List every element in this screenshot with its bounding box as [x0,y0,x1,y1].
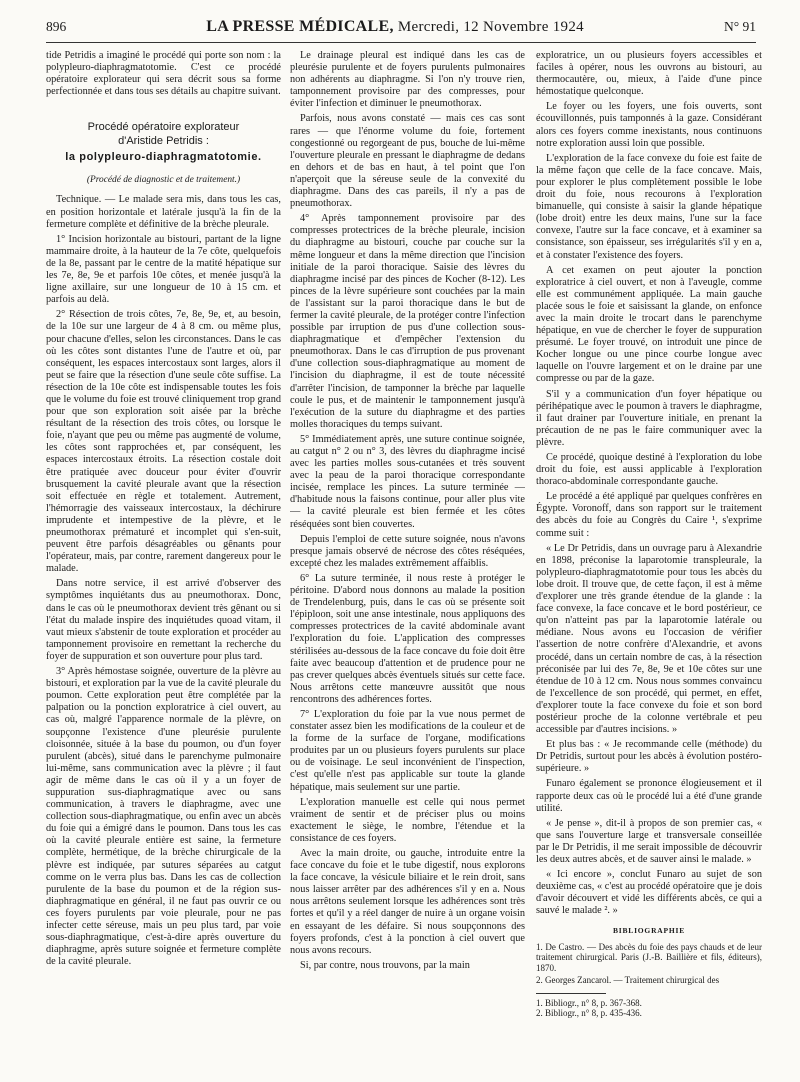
paragraph: « Le Dr Petridis, dans un ouvrage paru à Alexandrie en 1898, préconise la laparotomie transpleurale, la polypleuro-diaphragmatotomie pour tous les abcès du lobe droit. Il trouve que, de cette façon, il est à même d'explorer une très grande étendue de la glande : la face convexe, la face concave et le bord postérieur, ce qu'on n'atteint pas par la laparotomie latérale ou médiane. Nous avons eu l'occasion de vérifier l'assertion de notre confrère d'Alexandrie, et avons procédé, dans un certain nombre de cas, à la résection préconisée par lui des 7e, 8e, 9e et 10e côtes sur une étendue de 10 à 12 cm. Nous nous sommes convaincu de l'excellence de son procédé, qui permet, en effet, d'explorer toute la face convexe du foie et son bord postérieur proche de la colonne vertébrale et peu accessible par d'autres incisions. » [536,542,762,736]
paragraph: L'exploration manuelle est celle qui nous permet vraiment de sentir et de préciser plus ou moins exactement le siège, le nombre, l'étendue et la consistance de ces foyers. [290,796,525,844]
paragraph: Le foyer ou les foyers, une fois ouverts, sont écouvillonnés, puis tamponnés à la gaze. Considérant alors ces foyers comme inexistants, nous continuons notre exploration aussi loin que possible. [536,101,762,149]
masthead [206,18,584,36]
page-number: 896 [46,19,67,34]
footnote: 1. Bibliogr., n° 8, p. 367-368. [536,997,642,1008]
column-1 [46,50,281,1070]
paragraph: « Je pense », dit-il à propos de son premier cas, « que sans l'ouverture large et transversale conseillée par le Dr Petridis, il me serait impossible de découvrir les deux autres abcès, et de sauver ainsi le malade. » [536,817,762,865]
paragraph: Depuis l'emploi de cette suture soignée, nous n'avons presque jamais observé de nécrose des côtes réséquées, excepté chez les malades extrêmement affaiblis. [290,533,525,569]
section-heading-line: Procédé opératoire explorateur [87,121,240,134]
paragraph: Avec la main droite, ou gauche, introduite entre la face concave du foie et le tube digestif, nous explorons la face concave, la vésicule biliaire et le rein droit, sans nous laisser arrêter par des adhérences s'il y en a. Nous nous arrêtons seulement lorsque les adhérences sont très fortes et qu'il y a réel danger de nuire à un organe voisin en essayant de les défaire. Si nous soupçonnons des foyers profonds, c'est à la ponction à ciel ouvert que nous avons recours. [290,848,525,956]
paragraph: S'il y a communication d'un foyer hépatique ou périhépatique avec le poumon à travers le diaphragme, il faut drainer par l'ouverture initiale, en prenant la précaution de ne pas le faire communiquer avec la plèvre. [536,388,762,448]
paragraph: Et plus bas : « Je recommande celle (méthode) du Dr Petridis, surtout pour les abcès à évolution postéro-supérieure. » [536,739,762,775]
paragraph: Si, par contre, nous trouvons, par la main [300,959,470,971]
paragraph: Parfois, nous avons constaté — mais ces cas sont rares — que l'énorme volume du foie, fortement congestionné ou regorgeant de pus, bouche de lui-même l'ouverture pleurale en pressant le diaphragme de dedans en dehors et de bas en haut, à tel point que l'on n'aperçoit que la séreuse seule de la convexité du diaphragme. Dans des cas pareils, il n'y a pas de pneumothorax. [290,113,525,210]
column-2 [290,50,525,1070]
paragraph: Funaro également se prononce élogieusement et il rapporte deux cas où le procédé lui a été d'une grande utilité. [536,778,762,814]
paragraph: 4° Après tamponnement provisoire par des compresses protectrices de la brèche pleurale, incision du diaphragme au bistouri, couche par couche sur la même longueur et dans la même direction que l'incision initiale de la paroi thoracique. Saisie des lèvres du diaphragme incisé par des pinces de Kocher (8-12). Les pinces de la lèvre supérieure sont couchées par la main de l'assistant sur la paroi thoracique dans le but de fermer la cavité pleurale, de la protéger contre l'infection possible par irruption de pus d'une collection sous-diaphragmatique et d'empêcher l'extension du pneumothorax. Dans le cas d'irruption de pus provenant d'une collection sous-diaphragmatique au moment de l'incision du diaphragme, il est de toute nécessité d'arrêter l'incision, de tamponner la brèche par laquelle coule le pus, et de maintenir le tamponnement jusqu'à l'exécution de la suture du diaphragme et des parties molles thoraciques du temps suivant. [290,213,525,430]
footnote-divider [536,993,606,994]
paragraph: Dans notre service, il est arrivé d'observer des symptômes inquiétants dus au pneumothorax. Donc, dans le cas où le pneumothorax devient très gênant ou si l'état du malade inspire des inquiétudes quoad vitam, il vaut mieux s'abstenir de toute exploration et procéder au tamponnement provisoire en remettant la recherche du foyer de suppuration et son ouverture pour plus tard. [46,578,281,662]
paragraph: « Ici encore », conclut Funaro au sujet de son deuxième cas, « c'est au procédé opératoire que je dois d'avoir découvert et vidé les différents abcès, ce qui a sauvé le malade ². » [536,869,762,917]
paragraph: A cet examen on peut ajouter la ponction exploratrice à ciel ouvert, et non à l'aveugle, comme elle est communément appliquée. La main gauche placée sous le foie et saisissant la glande, on enfonce avec la main droite le trocart dans le parenchyme hépatique, en vue de chercher le foyer de suppuration présumé. Le foyer trouvé, on introduit une pince de Kocher longue ou une pince courbe longue avec laquelle on l'ouvre largement et on le draine par une compresse ou par de la gaze. [536,264,762,385]
paragraph: Le procédé a été appliqué par quelques confrères en Égypte. Voronoff, dans son rapport sur le traitement des abcès du foie au Congrès du Caire ¹, s'exprime comme suit : [536,491,762,539]
paragraph: exploratrice, un ou plusieurs foyers accessibles et faciles à opérer, nous les ouvrons au bistouri, au thermocautère, ou, mieux, à l'aide d'une pince hémostatique quelconque. [536,50,762,98]
issue-number: N° 91 [723,19,756,34]
bibliography [536,942,762,986]
paragraph: 3° Après hémostase soignée, ouverture de la plèvre au bistouri, et exploration par la vue de la cavité pleurale du poumon. Cette exploration peut être complétée par la palpation ou la ponction exploratrice à ciel ouvert, au cas où, malgré l'apparence normale de la plèvre, on soupçonne l'existence d'une pleurésie purulente cloisonnée, située à la base du poumon, ou d'un foyer purulent (abcès), situé dans le parenchyme pulmonaire lui-même, sans communication avec la plèvre ; il faut agir de même dans le cas où il y a un foyer de suppuration sus-diaphragmatique avec ou sans communication, à travers le diaphragme, avec une collection sous-diaphragmatique, ou enfin avec un abcès du foie qui a émigré dans le poumon. Dans tous les cas où la cavité pleurale entière est saine, la fermeture complète, hermétique, de la brèche chirurgicale de la plèvre est indiquée, par sutures séparées au catgut comme on le verra plus bas. Dans les cas de collection purulente de la base du poumon et de la région sus-diaphragmatique en général, il ne faut pas ouvrir ce ou ces foyers purulents par voie pleurale, pour ne pas infecter cette séreuse, mais un peu plus tard, par voie sous-diaphragmatique, c'est-à-dire après ouverture du diaphragme, après suture soignée et fermeture complète de la cavité pleurale. [46,666,281,968]
section-heading-line: la polypleuro-diaphragmatotomie. [65,151,262,164]
paragraph: 2° Résection de trois côtes, 7e, 8e, 9e, et, au besoin, de la 10e sur une largeur de 4 à 8 cm. ou même plus, pour chacune d'elles, selon les circonstances. Dans le cas où les côtes sont distantes l'une de l'autre et où, par conséquent, les espaces intercostaux sont larges, alors il peut se faire que la résection d'une seule côte suffise. La résection de la 10e côte est indispensable toutes les fois que le volume du foie est trouvé cliniquement trop grand pour que son exploration soit aisée par la brèche résultant de la résection des trois côtes, ou lorsque le foie, n'ayant que peu ou même pas augmenté de volume, les côtes sont rapprochées et, par conséquent, les espaces intercostaux étroits. La résection costale doit être pratiquée avec douceur pour éviter d'ouvrir brusquement la cavité pleurale avant que la résection soit effectuée en règle et totalement. Autrement, l'hémorragie des vaisseaux intercostaux, la déchirure imprudente et intempestive de la plèvre, et le pneumothorax prématuré et incomplet qui s'en-suit, peuvent être parfois désagréables ou gênants pour l'opérateur, mais, par contre, rarement dangereux pour le malade. [46,309,281,575]
bibliography-entry: 1. De Castro. — Des abcès du foie des pays chauds et de leur traitement chirurgical. Paris (J.-B. Baillière et fils, éditeurs), 1870. [536,941,762,973]
section-subtitle: (Procédé de diagnostic et de traitement.) [86,175,241,186]
column-3 [536,50,762,1070]
paragraph: Technique. — Le malade sera mis, dans tous les cas, en position horizontale et latérale jusqu'à la fin de la fermeture complète et définitive de la brèche pleurale. [46,194,281,230]
section-heading [46,120,281,164]
paragraph: Ce procédé, quoique destiné à l'exploration du lobe droit du foie, est aussi applicable à l'exploration thoraco-abdominale correspondante gauche. [536,452,762,488]
paragraph: Le drainage pleural est indiqué dans les cas de pleurésie purulente et de foyers purulents pulmonaires non adhérents au diaphragme. Si l'on n'y trouve rien, tamponnement provisoire par des compresses, pour éviter l'infection et diminuer le pneumothorax. [290,50,525,110]
journal-title: LA PRESSE MÉDICALE, [206,18,394,35]
page-header [46,12,756,43]
bibliography-entry: 2. Georges Zancarol. — Traitement chirurgical des [536,975,720,986]
paragraph: L'exploration de la face convexe du foie est faite de la même façon que celle de la face concave. Mais, pour explorer le plus complètement possible le lobe droit du foie, nous recourons à l'exploration bimanuelle, qui consiste à saisir la glande hépatique (lobe droit) entre les deux mains, l'une sur la face convexe, l'autre sur la face concave, et à examiner sa consistance, son épaisseur, ses irrégularités s'il y en a, et à constater l'existence des foyers. [536,152,762,261]
issue-date: Mercredi, 12 Novembre 1924 [397,19,584,35]
paragraph: 6° La suture terminée, il nous reste à protéger le péritoine. D'abord nous donnons au malade la position de Trendelenburg, puis, dans le cas où se présente soit l'épiploon, soit une anse intestinale, nous appliquons des compresses protectrices de la cavité abdominale avant l'exploration du foie. L'application des compresses stérilisées au-dessous de la face concave du foie doit être faite avec beaucoup d'attention et de prudence pour ne pas crever quelques abcès éventuels situés sur cette face. Nous arrêtons cette manœuvre aussitôt que nous rencontrons des adhérences fortes. [290,572,525,705]
footnote: 2. Bibliogr., n° 8, p. 435-436. [536,1008,642,1019]
paragraph: 1° Incision horizontale au bistouri, partant de la ligne mammaire droite, à la hauteur de la 7e côte, quelquefois de la 8e, passant par le centre de la matité hépatique sur les 7e, 8e, 9e et parfois 10e côtes, et menée jusqu'à la ligne axillaire, sur une longueur de 10 à 15 cm. et parfois au delà. [46,233,281,306]
paragraph: 5° Immédiatement après, une suture continue soignée, au catgut n° 2 ou n° 3, des lèvres du diaphragme incisé avec les parties molles sous-cutanées et très souvent avec la peau de la paroi thoracique correspondante incisée, remplace les pinces. La suture terminée — d'habitude nous la faisons continue, pour aller plus vite — la cavité pleurale est bien fermée et les côtes réséquées sont bien couvertes. [290,433,525,530]
section-heading-line: d'Aristide Petridis : [118,135,209,148]
bibliography-heading: BIBLIOGRAPHIE [612,926,686,936]
footnotes [536,998,762,1019]
paragraph: tide Petridis a imaginé le procédé qui porte son nom : la polypleuro-diaphragmatotomie. C'est ce procédé opératoire explorateur qui sera décrit sous sa forme perfectionnée et dans tous ses détails au chapitre suivant. [46,50,281,98]
paragraph: 7° L'exploration du foie par la vue nous permet de constater assez bien les modifications de la couleur et de la forme de la surface de l'organe, modifications produites par un ou plusieurs foyers purulents sur place ou de voisinage. Le seul inconvénient de l'inspection, c'est qu'elle n'est pas applicable sur toute la glande hépatique, mais seulement sur une partie. [290,708,525,793]
